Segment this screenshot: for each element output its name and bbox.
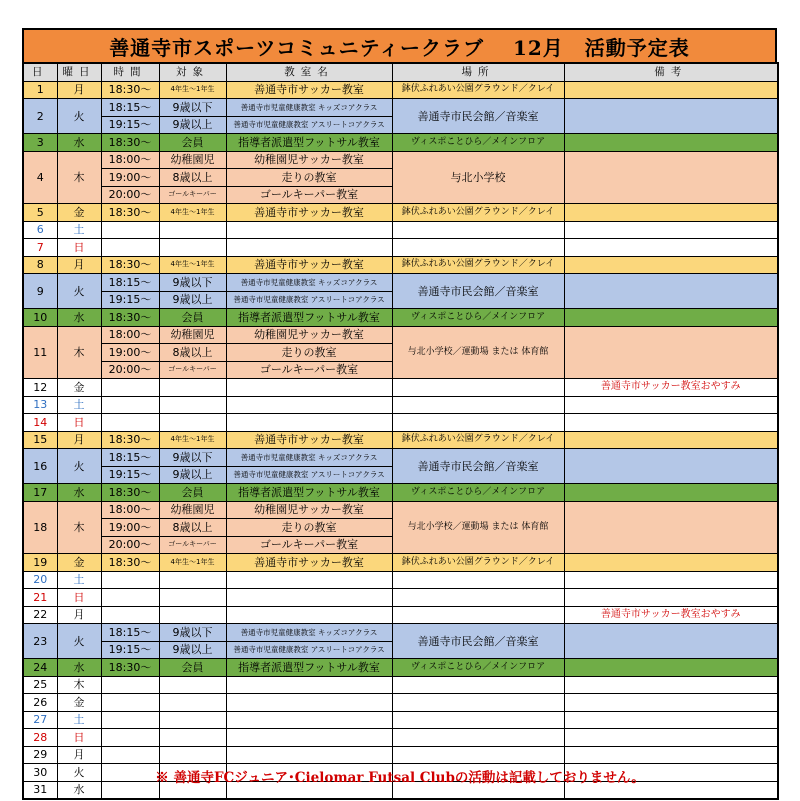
- day-cell: 7: [23, 239, 57, 257]
- class-cell: 善通寺市サッカー教室: [226, 204, 392, 222]
- schedule-row: [23, 554, 778, 572]
- time-cell: [101, 589, 159, 607]
- notes-cell: 善通寺市サッカー教室おやすみ: [564, 379, 778, 397]
- place-cell: ヴィスポことひら／メインフロア: [392, 309, 564, 327]
- target-cell: ゴールキーパー: [159, 536, 226, 554]
- schedule-row: [23, 134, 778, 152]
- time-cell: 18:30～: [101, 554, 159, 572]
- target-cell: 9歳以上: [159, 466, 226, 484]
- target-cell: 4年生～1年生: [159, 431, 226, 449]
- schedule-row: [23, 501, 778, 519]
- day-cell: 20: [23, 571, 57, 589]
- target-cell: 4年生～1年生: [159, 256, 226, 274]
- notes-cell: [564, 676, 778, 694]
- schedule-row: [23, 274, 778, 292]
- place-cell: 与北小学校／運動場 または 体育館: [392, 501, 564, 554]
- weekday-cell: 水: [57, 659, 101, 677]
- time-cell: [101, 746, 159, 764]
- weekday-cell: 土: [57, 571, 101, 589]
- target-cell: 9歳以下: [159, 99, 226, 117]
- schedule-row: [23, 711, 778, 729]
- time-cell: [101, 606, 159, 624]
- time-cell: 19:15～: [101, 641, 159, 659]
- time-cell: 18:30～: [101, 431, 159, 449]
- time-cell: [101, 711, 159, 729]
- class-cell: 走りの教室: [226, 344, 392, 362]
- class-cell: [226, 606, 392, 624]
- class-cell: ゴールキーパー教室: [226, 186, 392, 204]
- day-cell: 30: [23, 764, 57, 782]
- header-time: 時間: [101, 63, 159, 81]
- class-cell: [226, 239, 392, 257]
- schedule-body: [23, 81, 778, 799]
- place-cell: 鉢伏ふれあい公園グラウンド／クレイ: [392, 431, 564, 449]
- place-cell: [392, 414, 564, 432]
- time-cell: 18:30～: [101, 256, 159, 274]
- target-cell: [159, 589, 226, 607]
- weekday-cell: 月: [57, 256, 101, 274]
- weekday-cell: 土: [57, 396, 101, 414]
- time-cell: 19:00～: [101, 169, 159, 187]
- weekday-cell: 木: [57, 676, 101, 694]
- target-cell: [159, 396, 226, 414]
- notes-cell: [564, 326, 778, 379]
- class-cell: 走りの教室: [226, 519, 392, 537]
- header-notes: 備考: [564, 63, 778, 81]
- time-cell: 18:30～: [101, 484, 159, 502]
- day-cell: 6: [23, 221, 57, 239]
- header-class: 教室名: [226, 63, 392, 81]
- target-cell: 9歳以下: [159, 624, 226, 642]
- schedule-row: [23, 589, 778, 607]
- time-cell: 18:30～: [101, 309, 159, 327]
- target-cell: 8歳以上: [159, 344, 226, 362]
- class-cell: 善通寺市サッカー教室: [226, 431, 392, 449]
- notes-cell: [564, 81, 778, 99]
- day-cell: 22: [23, 606, 57, 624]
- target-cell: [159, 414, 226, 432]
- weekday-cell: 月: [57, 431, 101, 449]
- weekday-cell: 水: [57, 781, 101, 799]
- weekday-cell: 火: [57, 274, 101, 309]
- schedule-row: [23, 449, 778, 467]
- class-cell: [226, 396, 392, 414]
- day-cell: 27: [23, 711, 57, 729]
- schedule-row: [23, 414, 778, 432]
- schedule-row: [23, 571, 778, 589]
- place-cell: [392, 694, 564, 712]
- notes-cell: [564, 746, 778, 764]
- schedule-row: [23, 326, 778, 344]
- time-cell: [101, 221, 159, 239]
- notes-cell: [564, 309, 778, 327]
- place-cell: ヴィスポことひら／メインフロア: [392, 484, 564, 502]
- schedule-row: [23, 729, 778, 747]
- class-cell: [226, 746, 392, 764]
- notes-cell: [564, 204, 778, 222]
- class-cell: 善通寺市児童健康教室 アスリートコアクラス: [226, 466, 392, 484]
- notes-cell: [564, 571, 778, 589]
- target-cell: [159, 606, 226, 624]
- class-cell: 善通寺市児童健康教室 アスリートコアクラス: [226, 641, 392, 659]
- place-cell: 善通寺市民会館／音楽室: [392, 274, 564, 309]
- target-cell: 幼稚園児: [159, 326, 226, 344]
- time-cell: [101, 694, 159, 712]
- class-cell: [226, 694, 392, 712]
- class-cell: 善通寺市児童健康教室 キッズコアクラス: [226, 449, 392, 467]
- day-cell: 10: [23, 309, 57, 327]
- weekday-cell: 金: [57, 694, 101, 712]
- class-cell: [226, 711, 392, 729]
- target-cell: [159, 571, 226, 589]
- place-cell: [392, 589, 564, 607]
- weekday-cell: 水: [57, 309, 101, 327]
- class-cell: 指導者派遣型フットサル教室: [226, 134, 392, 152]
- target-cell: [159, 746, 226, 764]
- place-cell: 善通寺市民会館／音楽室: [392, 624, 564, 659]
- class-cell: 指導者派遣型フットサル教室: [226, 309, 392, 327]
- class-cell: 善通寺市児童健康教室 アスリートコアクラス: [226, 291, 392, 309]
- notes-cell: [564, 554, 778, 572]
- time-cell: 18:15～: [101, 99, 159, 117]
- notes-cell: [564, 256, 778, 274]
- schedule-row: [23, 309, 778, 327]
- time-cell: [101, 571, 159, 589]
- day-cell: 11: [23, 326, 57, 379]
- place-cell: 鉢伏ふれあい公園グラウンド／クレイ: [392, 81, 564, 99]
- notes-cell: 善通寺市サッカー教室おやすみ: [564, 606, 778, 624]
- notes-cell: [564, 729, 778, 747]
- day-cell: 25: [23, 676, 57, 694]
- place-cell: [392, 606, 564, 624]
- time-cell: 19:00～: [101, 344, 159, 362]
- time-cell: 19:00～: [101, 519, 159, 537]
- weekday-cell: 土: [57, 221, 101, 239]
- schedule-row: [23, 379, 778, 397]
- class-cell: 善通寺市児童健康教室 キッズコアクラス: [226, 99, 392, 117]
- time-cell: 18:30～: [101, 204, 159, 222]
- weekday-cell: 月: [57, 606, 101, 624]
- weekday-cell: 金: [57, 204, 101, 222]
- class-cell: [226, 414, 392, 432]
- place-cell: [392, 221, 564, 239]
- day-cell: 15: [23, 431, 57, 449]
- target-cell: 4年生～1年生: [159, 81, 226, 99]
- notes-cell: [564, 239, 778, 257]
- notes-cell: [564, 484, 778, 502]
- target-cell: ゴールキーパー: [159, 361, 226, 379]
- day-cell: 17: [23, 484, 57, 502]
- weekday-cell: 日: [57, 414, 101, 432]
- weekday-cell: 日: [57, 589, 101, 607]
- notes-cell: [564, 449, 778, 484]
- schedule-row: [23, 431, 778, 449]
- notes-cell: [564, 134, 778, 152]
- time-cell: 20:00～: [101, 361, 159, 379]
- target-cell: 幼稚園児: [159, 151, 226, 169]
- place-cell: ヴィスポことひら／メインフロア: [392, 134, 564, 152]
- day-cell: 13: [23, 396, 57, 414]
- day-cell: 2: [23, 99, 57, 134]
- day-cell: 8: [23, 256, 57, 274]
- place-cell: 鉢伏ふれあい公園グラウンド／クレイ: [392, 554, 564, 572]
- target-cell: 会員: [159, 309, 226, 327]
- weekday-cell: 水: [57, 484, 101, 502]
- class-cell: 指導者派遣型フットサル教室: [226, 484, 392, 502]
- weekday-cell: 土: [57, 711, 101, 729]
- target-cell: [159, 379, 226, 397]
- weekday-cell: 水: [57, 134, 101, 152]
- time-cell: [101, 676, 159, 694]
- weekday-cell: 日: [57, 729, 101, 747]
- notes-cell: [564, 414, 778, 432]
- time-cell: 18:30～: [101, 134, 159, 152]
- time-cell: 18:30～: [101, 81, 159, 99]
- notes-cell: [564, 711, 778, 729]
- class-cell: 善通寺市サッカー教室: [226, 256, 392, 274]
- notes-cell: [564, 274, 778, 309]
- notes-cell: [564, 624, 778, 659]
- weekday-cell: 木: [57, 326, 101, 379]
- target-cell: 4年生～1年生: [159, 554, 226, 572]
- class-cell: 幼稚園児サッカー教室: [226, 151, 392, 169]
- schedule-table: [22, 62, 779, 800]
- schedule-row: [23, 606, 778, 624]
- place-cell: [392, 239, 564, 257]
- time-cell: 19:15～: [101, 116, 159, 134]
- class-cell: [226, 729, 392, 747]
- class-cell: [226, 676, 392, 694]
- weekday-cell: 火: [57, 764, 101, 782]
- target-cell: 9歳以上: [159, 116, 226, 134]
- class-cell: 走りの教室: [226, 169, 392, 187]
- time-cell: 19:15～: [101, 466, 159, 484]
- schedule-row: [23, 694, 778, 712]
- day-cell: 14: [23, 414, 57, 432]
- schedule-row: [23, 81, 778, 99]
- schedule-row: [23, 624, 778, 642]
- day-cell: 24: [23, 659, 57, 677]
- schedule-row: [23, 221, 778, 239]
- class-cell: ゴールキーパー教室: [226, 536, 392, 554]
- schedule-row: [23, 746, 778, 764]
- header-row: [23, 63, 778, 81]
- notes-cell: [564, 659, 778, 677]
- place-cell: 善通寺市民会館／音楽室: [392, 449, 564, 484]
- target-cell: [159, 676, 226, 694]
- notes-cell: [564, 431, 778, 449]
- weekday-cell: 金: [57, 379, 101, 397]
- schedule-sheet: [22, 28, 777, 800]
- day-cell: 28: [23, 729, 57, 747]
- place-cell: ヴィスポことひら／メインフロア: [392, 659, 564, 677]
- place-cell: [392, 379, 564, 397]
- notes-cell: [564, 151, 778, 204]
- day-cell: 29: [23, 746, 57, 764]
- day-cell: 5: [23, 204, 57, 222]
- weekday-cell: 月: [57, 81, 101, 99]
- class-cell: ゴールキーパー教室: [226, 361, 392, 379]
- place-cell: 善通寺市民会館／音楽室: [392, 99, 564, 134]
- schedule-row: [23, 484, 778, 502]
- schedule-row: [23, 659, 778, 677]
- notes-cell: [564, 221, 778, 239]
- target-cell: 会員: [159, 659, 226, 677]
- target-cell: ゴールキーパー: [159, 186, 226, 204]
- place-cell: 与北小学校: [392, 151, 564, 204]
- weekday-cell: 金: [57, 554, 101, 572]
- target-cell: 幼稚園児: [159, 501, 226, 519]
- time-cell: 18:30～: [101, 659, 159, 677]
- class-cell: 善通寺市児童健康教室 キッズコアクラス: [226, 624, 392, 642]
- place-cell: [392, 676, 564, 694]
- notes-cell: [564, 396, 778, 414]
- notes-cell: [564, 99, 778, 134]
- day-cell: 1: [23, 81, 57, 99]
- notes-cell: [564, 501, 778, 554]
- place-cell: [392, 746, 564, 764]
- day-cell: 19: [23, 554, 57, 572]
- day-cell: 23: [23, 624, 57, 659]
- target-cell: 8歳以上: [159, 169, 226, 187]
- class-cell: 善通寺市児童健康教室 アスリートコアクラス: [226, 116, 392, 134]
- class-cell: 善通寺市児童健康教室 キッズコアクラス: [226, 274, 392, 292]
- day-cell: 26: [23, 694, 57, 712]
- class-cell: 善通寺市サッカー教室: [226, 554, 392, 572]
- day-cell: 9: [23, 274, 57, 309]
- target-cell: [159, 729, 226, 747]
- class-cell: [226, 589, 392, 607]
- place-cell: 鉢伏ふれあい公園グラウンド／クレイ: [392, 256, 564, 274]
- class-cell: 幼稚園児サッカー教室: [226, 326, 392, 344]
- weekday-cell: 木: [57, 151, 101, 204]
- notes-cell: [564, 694, 778, 712]
- schedule-title: 善通寺市スポーツコミュニティークラブ 12月 活動予定表: [22, 28, 777, 62]
- schedule-row: [23, 99, 778, 117]
- class-cell: 幼稚園児サッカー教室: [226, 501, 392, 519]
- place-cell: [392, 396, 564, 414]
- target-cell: [159, 239, 226, 257]
- day-cell: 12: [23, 379, 57, 397]
- day-cell: 4: [23, 151, 57, 204]
- target-cell: [159, 711, 226, 729]
- time-cell: 18:15～: [101, 624, 159, 642]
- weekday-cell: 火: [57, 624, 101, 659]
- notes-cell: [564, 589, 778, 607]
- weekday-cell: 火: [57, 99, 101, 134]
- place-cell: [392, 571, 564, 589]
- place-cell: 与北小学校／運動場 または 体育館: [392, 326, 564, 379]
- time-cell: 18:15～: [101, 449, 159, 467]
- target-cell: 9歳以下: [159, 274, 226, 292]
- day-cell: 18: [23, 501, 57, 554]
- class-cell: 善通寺市サッカー教室: [226, 81, 392, 99]
- weekday-cell: 木: [57, 501, 101, 554]
- time-cell: [101, 414, 159, 432]
- time-cell: 18:00～: [101, 151, 159, 169]
- day-cell: 3: [23, 134, 57, 152]
- target-cell: 9歳以上: [159, 641, 226, 659]
- weekday-cell: 火: [57, 449, 101, 484]
- time-cell: 20:00～: [101, 186, 159, 204]
- class-cell: 指導者派遣型フットサル教室: [226, 659, 392, 677]
- schedule-row: [23, 204, 778, 222]
- time-cell: [101, 379, 159, 397]
- day-cell: 31: [23, 781, 57, 799]
- target-cell: 4年生～1年生: [159, 204, 226, 222]
- target-cell: 9歳以下: [159, 449, 226, 467]
- place-cell: [392, 711, 564, 729]
- weekday-cell: 月: [57, 746, 101, 764]
- header-target: 対象: [159, 63, 226, 81]
- target-cell: 8歳以上: [159, 519, 226, 537]
- weekday-cell: 日: [57, 239, 101, 257]
- class-cell: [226, 221, 392, 239]
- time-cell: [101, 729, 159, 747]
- footer-note: ※ 善通寺FCジュニア･Cielomar Futsal Clubの活動は記載しておりません。: [155, 770, 645, 786]
- time-cell: 20:00～: [101, 536, 159, 554]
- header-place: 場所: [392, 63, 564, 81]
- target-cell: 9歳以上: [159, 291, 226, 309]
- time-cell: 18:00～: [101, 326, 159, 344]
- day-cell: 16: [23, 449, 57, 484]
- schedule-row: [23, 396, 778, 414]
- schedule-row: [23, 239, 778, 257]
- time-cell: 18:15～: [101, 274, 159, 292]
- target-cell: [159, 694, 226, 712]
- schedule-row: [23, 151, 778, 169]
- time-cell: [101, 239, 159, 257]
- target-cell: 会員: [159, 484, 226, 502]
- place-cell: [392, 729, 564, 747]
- day-cell: 21: [23, 589, 57, 607]
- target-cell: 会員: [159, 134, 226, 152]
- time-cell: 18:00～: [101, 501, 159, 519]
- target-cell: [159, 221, 226, 239]
- schedule-row: [23, 256, 778, 274]
- class-cell: [226, 379, 392, 397]
- header-weekday: 曜日: [57, 63, 101, 81]
- header-day: 日: [23, 63, 57, 81]
- place-cell: 鉢伏ふれあい公園グラウンド／クレイ: [392, 204, 564, 222]
- time-cell: 19:15～: [101, 291, 159, 309]
- time-cell: [101, 396, 159, 414]
- schedule-row: [23, 676, 778, 694]
- class-cell: [226, 571, 392, 589]
